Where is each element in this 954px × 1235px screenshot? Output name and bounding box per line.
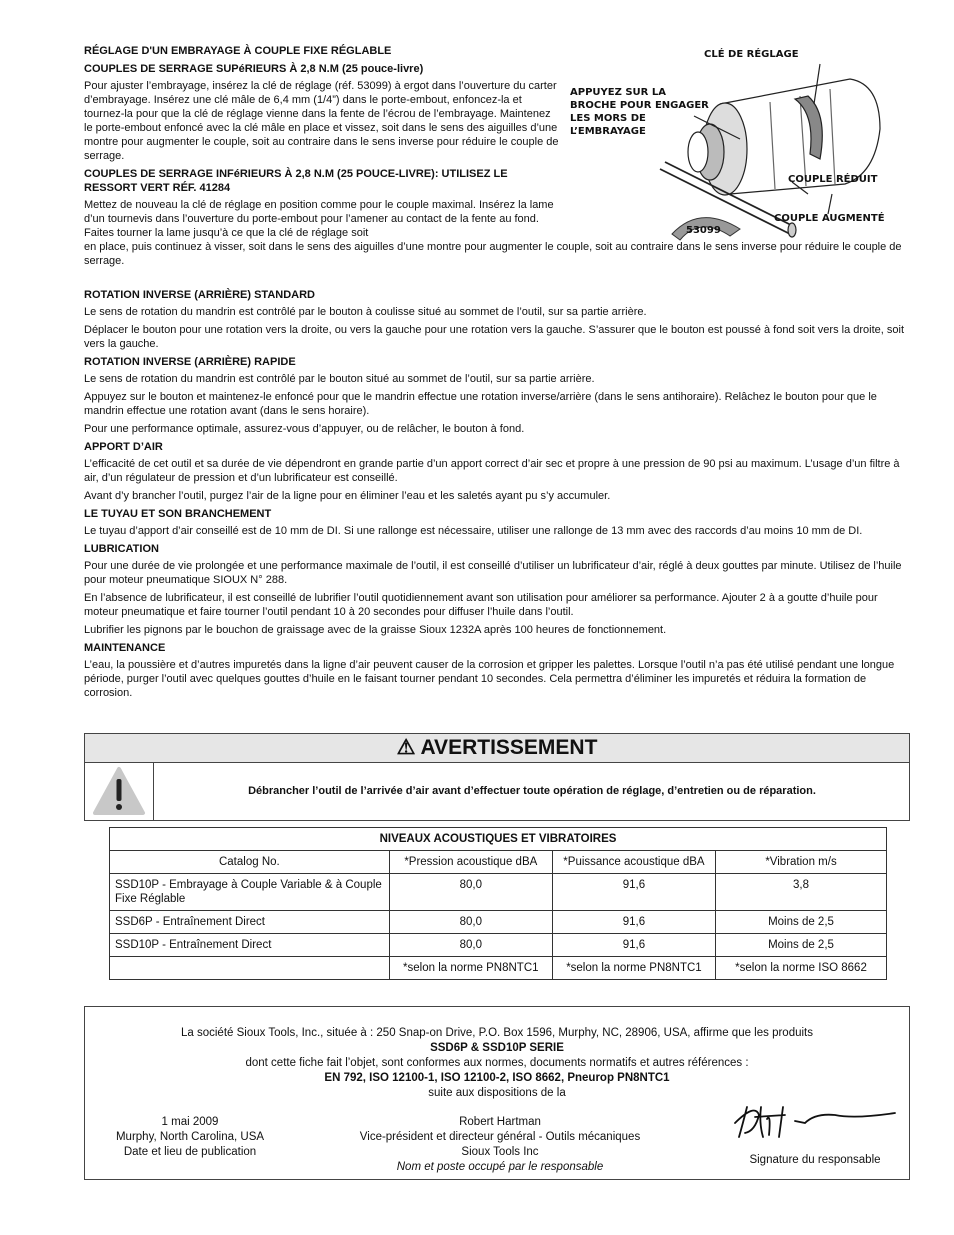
subsection-title: COUPLES DE SERRAGE SUPéRIEURS À 2,8 N.M (25 pouce-livre) <box>84 63 424 75</box>
table-cell: 91,6 <box>552 934 715 957</box>
publication-date: 1 mai 2009 <box>161 1116 219 1128</box>
paragraph: Déplacer le bouton pour une rotation vers la droite, ou vers la gauche pour une rotation vers la gauche. S’assurer que le bouton est poussé à fond soit vers la droite, soit vers la gauche. <box>84 324 904 350</box>
section-air-supply <box>84 440 910 503</box>
responsible-name: Robert Hartman <box>459 1116 541 1128</box>
signature-image <box>725 1093 905 1143</box>
section-rotation-rapid <box>84 355 910 436</box>
warning-header <box>85 734 909 763</box>
table-row <box>110 957 887 980</box>
signature-label: Signature du responsable <box>749 1154 881 1166</box>
table-cell: 91,6 <box>552 911 715 934</box>
paragraph: Le sens de rotation du mandrin est contrôlé par le bouton à coulisse situé au sommet de l’outil, sur sa partie arrière. <box>84 306 647 318</box>
clutch-illustration <box>570 44 910 244</box>
torque-reduced-label: COUPLE RÉDUIT <box>788 174 878 185</box>
table-cell: 91,6 <box>552 874 715 911</box>
table-cell: 80,0 <box>389 934 552 957</box>
paragraph: Le tuyau d’apport d’air conseillé est de 10 mm de DI. Si une rallonge est nécessaire, utiliser une rallonge de 13 mm avec des raccords d’au moins 10 mm de DI. <box>84 525 863 537</box>
section-heading: LUBRICATION <box>84 543 159 555</box>
header-cell: *Puissance acoustique dBA <box>552 851 715 874</box>
paragraph: Pour ajuster l’embrayage, insérez la clé de réglage (réf. 53099) à ergot dans l’ouverture du carter d’embrayage. Insérez une clé mâle de 6,4 mm (1/4”) dans le porte-embout, enfoncez-la et tournez-la pour que la clé de réglage vienne dans la fente de l’écrou de l’embrayage. Maintenez le porte-embout enfoncé avec la clé mâle en place et vissez, soit dans le sens des aiguilles d’une montre pour augmenter le couple, soit au contraire dans le sens inverse pour réduire le couple de serrage. <box>84 80 559 162</box>
table-cell: *selon la norme PN8NTC1 <box>389 957 552 980</box>
table-cell: *selon la norme ISO 8662 <box>716 957 887 980</box>
acoustic-vibration-table <box>109 827 887 980</box>
declaration-box <box>84 1006 910 1180</box>
section-lubrication <box>84 542 910 637</box>
paragraph: L’eau, la poussière et d’autres impuretés dans la ligne d’air peuvent causer de la corrosion et gripper les palettes. Lorsque l’outil n’a pas été utilisé pendant une longue période, purger l’outil avec quelques gouttes d’huile en le faisant tourner pendant 10 secondes. Cela permettra d’éliminer les impuretés et réduira la formation de corrosion. <box>84 659 895 699</box>
clutch-adjust-section <box>84 44 910 284</box>
adjusting-key-label: CLÉ DE RÉGLAGE <box>704 49 799 60</box>
exclamation-icon <box>85 763 154 820</box>
publication-block <box>95 1115 285 1160</box>
section-heading: MAINTENANCE <box>84 642 166 654</box>
section-hose <box>84 507 910 538</box>
paragraph: Pour une durée de vie prolongée et une performance maximale de l’outil, il est conseillé d’utiliser un lubrificateur d’air, réglé à deux gouttes par minute. Utilisez de l’huile pour moteur pneumatique SIOUX N° 288. <box>84 560 902 586</box>
table-title: NIVEAUX ACOUSTIQUES ET VIBRATOIRES <box>110 828 887 851</box>
publication-place: Murphy, North Carolina, USA <box>115 1131 265 1143</box>
header-cell: *Pression acoustique dBA <box>389 851 552 874</box>
table-row <box>110 874 887 911</box>
declaration-line: dont cette fiche fait l’objet, sont conformes aux normes, documents normatifs et autres références : <box>245 1057 749 1069</box>
table-cell: 3,8 <box>716 874 887 911</box>
section-maintenance <box>84 641 910 700</box>
table-cell: 80,0 <box>389 911 552 934</box>
table-cell: Moins de 2,5 <box>716 911 887 934</box>
paragraph: Pour une performance optimale, assurez-vous d’appuyer, ou de relâcher, le bouton à fond. <box>84 423 525 435</box>
table-header-row <box>110 851 887 874</box>
table-cell: Moins de 2,5 <box>716 934 887 957</box>
header-cell: *Vibration m/s <box>716 851 887 874</box>
section-title: RÉGLAGE D'UN EMBRAYAGE À COUPLE FIXE RÉGLABLE <box>84 45 392 57</box>
paragraph: En l’absence de lubrificateur, il est conseillé de lubrifier l’outil quotidiennement avant son utilisation pour améliorer sa performance. Ajouter 2 à a goutte d’huile pour moteur pneumatique et faire tourner l’outil pendant 10 à 20 secondes pour diffuser l’huile dans l’outil. <box>84 592 878 618</box>
publication-label: Date et lieu de publication <box>123 1146 257 1158</box>
paragraph: Appuyez sur le bouton et maintenez-le enfoncé pour que le mandrin effectue une rotation inverse/arrière (dans le sens antihoraire). Relâchez le bouton pour que le mandrin effectue une rotation avant (dans le sens horaire). <box>84 391 877 417</box>
declaration-line: suite aux dispositions de la <box>428 1087 566 1099</box>
warning-title: AVERTISSEMENT <box>420 736 598 759</box>
warning-text: Débrancher l’outil de l’arrivée d’air avant d’effectuer toute opération de réglage, d’entretien ou de réparation. <box>248 785 816 797</box>
paragraph: Lubrifier les pignons par le bouchon de graissage avec de la graisse Sioux 1232A après 100 heures de fonctionnement. <box>84 624 667 636</box>
table-cell: SSD6P - Entraînement Direct <box>110 911 390 934</box>
responsible-company: Sioux Tools Inc <box>461 1146 539 1158</box>
responsible-role: Vice-président et directeur général - Outils mécaniques <box>359 1131 641 1143</box>
paragraph: Le sens de rotation du mandrin est contrôlé par le bouton situé au sommet de l’outil, sur sa partie arrière. <box>84 373 595 385</box>
warning-box <box>84 733 910 821</box>
section-heading: ROTATION INVERSE (ARRIÈRE) STANDARD <box>84 289 315 301</box>
header-cell: Catalog No. <box>110 851 390 874</box>
section-heading: LE TUYAU ET SON BRANCHEMENT <box>84 508 272 520</box>
declaration-line: La société Sioux Tools, Inc., située à : 250 Snap-on Drive, P.O. Box 1596, Murphy, NC, 28906, USA, affirme que les produits <box>181 1027 813 1039</box>
table-row <box>110 911 887 934</box>
declaration-products: SSD6P & SSD10P SERIE <box>430 1042 564 1054</box>
section-heading: ROTATION INVERSE (ARRIÈRE) RAPIDE <box>84 356 296 368</box>
paragraph: Mettez de nouveau la clé de réglage en position comme pour le couple maximal. Insérez la lame d’un tournevis dans l’ouverture du porte-embout pour l’amener au contact de la fente au fond. Faites tourner la lame jusqu’à ce que la clé de réglage soit <box>84 199 554 239</box>
table-cell: SSD10P - Entraînement Direct <box>110 934 390 957</box>
section-heading: APPORT D’AIR <box>84 441 163 453</box>
warning-triangle-icon: ⚠ <box>396 736 416 759</box>
declaration-standards: EN 792, ISO 12100-1, ISO 12100-2, ISO 8662, Pneurop PN8NTC1 <box>324 1072 670 1084</box>
table-cell: *selon la norme PN8NTC1 <box>552 957 715 980</box>
table-cell <box>110 957 390 980</box>
responsible-block <box>305 1115 695 1175</box>
subsection-title: COUPLES DE SERRAGE INFéRIEURS À 2,8 N.M (25 POUCE-LIVRE): UTILISEZ LE RESSORT VERT RÉF. 41284 <box>84 168 508 194</box>
torque-increased-label: COUPLE AUGMENTÉ <box>774 213 885 224</box>
paragraph: L’efficacité de cet outil et sa durée de vie dépendront en grande partie d’un apport correct d’air sec et propre à une pression de 90 psi au maximum. L’usage d’un filtre à air, d’un régulateur de pression et d’un lubrificateur est conseillé. <box>84 458 900 484</box>
paragraph: Avant d’y brancher l’outil, purgez l’air de la ligne pour en éliminer l’eau et les saletés ayant pu s’y accumuler. <box>84 490 611 502</box>
page-body <box>84 40 910 704</box>
table-cell: 80,0 <box>389 874 552 911</box>
signature-block <box>725 1093 905 1168</box>
table-row <box>110 934 887 957</box>
paragraph: en place, puis continuez à visser, soit dans le sens des aiguilles d’une montre pour augmenter le couple, soit au contraire dans le sens inverse pour réduire le couple de serrage. <box>84 241 902 267</box>
table-cell: SSD10P - Embrayage à Couple Variable & à Couple Fixe Réglable <box>110 874 390 911</box>
responsible-label: Nom et poste occupé par le responsable <box>396 1161 604 1173</box>
part-number-label: 53099 <box>686 225 721 236</box>
section-rotation-standard <box>84 288 910 351</box>
press-pin-label: APPUYEZ SUR LA BROCHE POUR ENGAGER LES MORS DE L’EMBRAYAGE <box>570 87 709 137</box>
